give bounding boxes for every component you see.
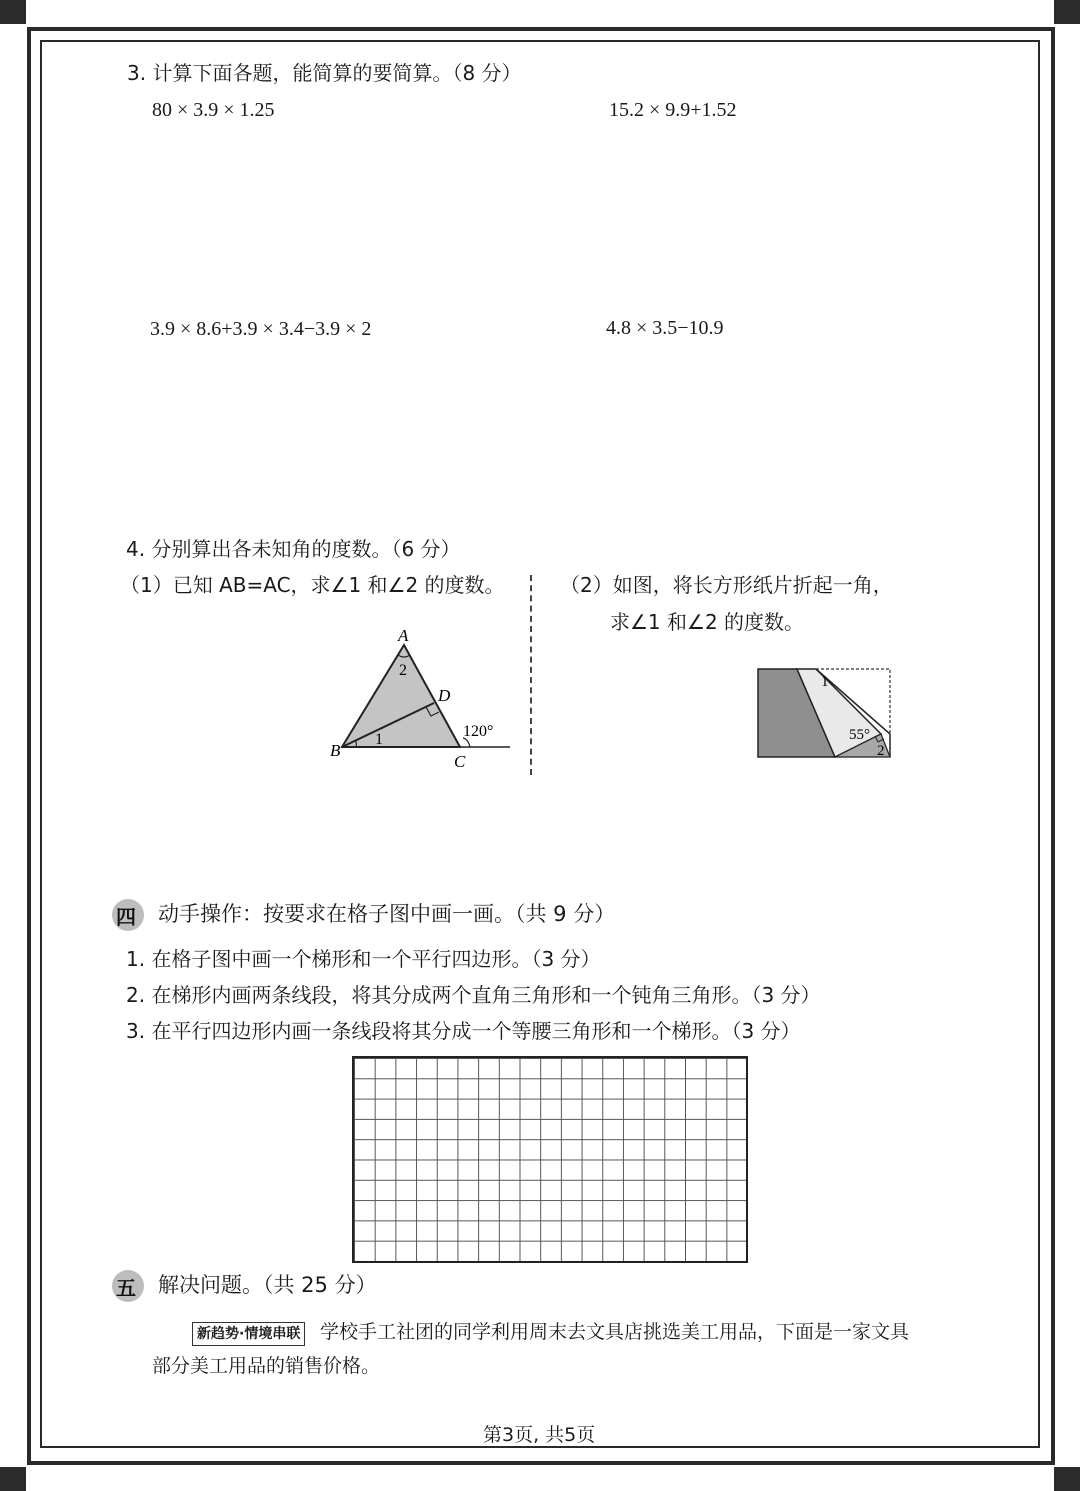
corner-mark-bottom-left: [0, 1467, 26, 1491]
section-4-title: 动手操作：按要求在格子图中画一画。（共 9 分）: [158, 902, 616, 926]
section-5-text-line2: 部分美工用品的销售价格。: [152, 1355, 381, 1377]
label-angle-1: 1: [375, 731, 383, 748]
corner-mark-top-right: [1054, 0, 1080, 24]
q4-part2-line1: （2）如图，将长方形纸片折起一角，: [560, 573, 893, 597]
label-a: A: [398, 626, 409, 645]
folded-rectangle-figure: [755, 665, 895, 761]
page-footer: 第3页, 共5页: [483, 1424, 596, 1446]
label-fold-55: 55°: [849, 727, 870, 743]
section-5-text-line1: 学校手工社团的同学利用周末去文具店挑选美工用品，下面是一家文具: [320, 1321, 910, 1343]
label-angle-2: 2: [399, 662, 407, 679]
section-4-badge: [112, 899, 144, 931]
label-d: D: [438, 686, 451, 705]
q3-expr-2: 15.2 × 9.9+1.52: [609, 99, 737, 121]
q4-part1: （1）已知 AB=AC，求∠1 和∠2 的度数。: [120, 573, 505, 597]
q3-title: 3. 计算下面各题，能简算的要简算。（8 分）: [127, 61, 522, 85]
q3-expr-4: 4.8 × 3.5−10.9: [606, 317, 724, 339]
corner-mark-bottom-right: [1054, 1467, 1080, 1491]
section-4-item-2: 2. 在梯形内画两条线段，将其分成两个直角三角形和一个钝角三角形。（3 分）: [126, 983, 821, 1007]
section-5-title: 解决问题。（共 25 分）: [158, 1273, 377, 1297]
section-5-badge: [112, 1270, 144, 1302]
q3-expr-3: 3.9 × 8.6+3.9 × 3.4−3.9 × 2: [150, 318, 372, 340]
q4-part2-line2: 求∠1 和∠2 的度数。: [610, 610, 805, 634]
section-4-badge-text: 四: [116, 905, 136, 929]
q3-expr-1: 80 × 3.9 × 1.25: [152, 99, 275, 121]
label-ext-angle: 120°: [463, 723, 494, 740]
brand-tag: 新趋势·情境串联: [192, 1322, 305, 1346]
section-4-item-3: 3. 在平行四边形内画一条线段将其分成一个等腰三角形和一个梯形。（3 分）: [126, 1019, 801, 1043]
q4-divider: [530, 575, 532, 775]
label-fold-angle-2: 2: [877, 743, 885, 759]
section-5-badge-text: 五: [116, 1276, 136, 1300]
drawing-grid[interactable]: [352, 1056, 748, 1263]
q4-title: 4. 分别算出各未知角的度数。（6 分）: [126, 537, 461, 561]
label-c: C: [454, 752, 466, 771]
label-b: B: [330, 741, 341, 760]
section-4-item-1: 1. 在格子图中画一个梯形和一个平行四边形。（3 分）: [126, 947, 601, 971]
label-fold-angle-1: 1: [821, 674, 829, 690]
triangle-figure: [320, 625, 520, 775]
corner-mark-top-left: [0, 0, 26, 24]
